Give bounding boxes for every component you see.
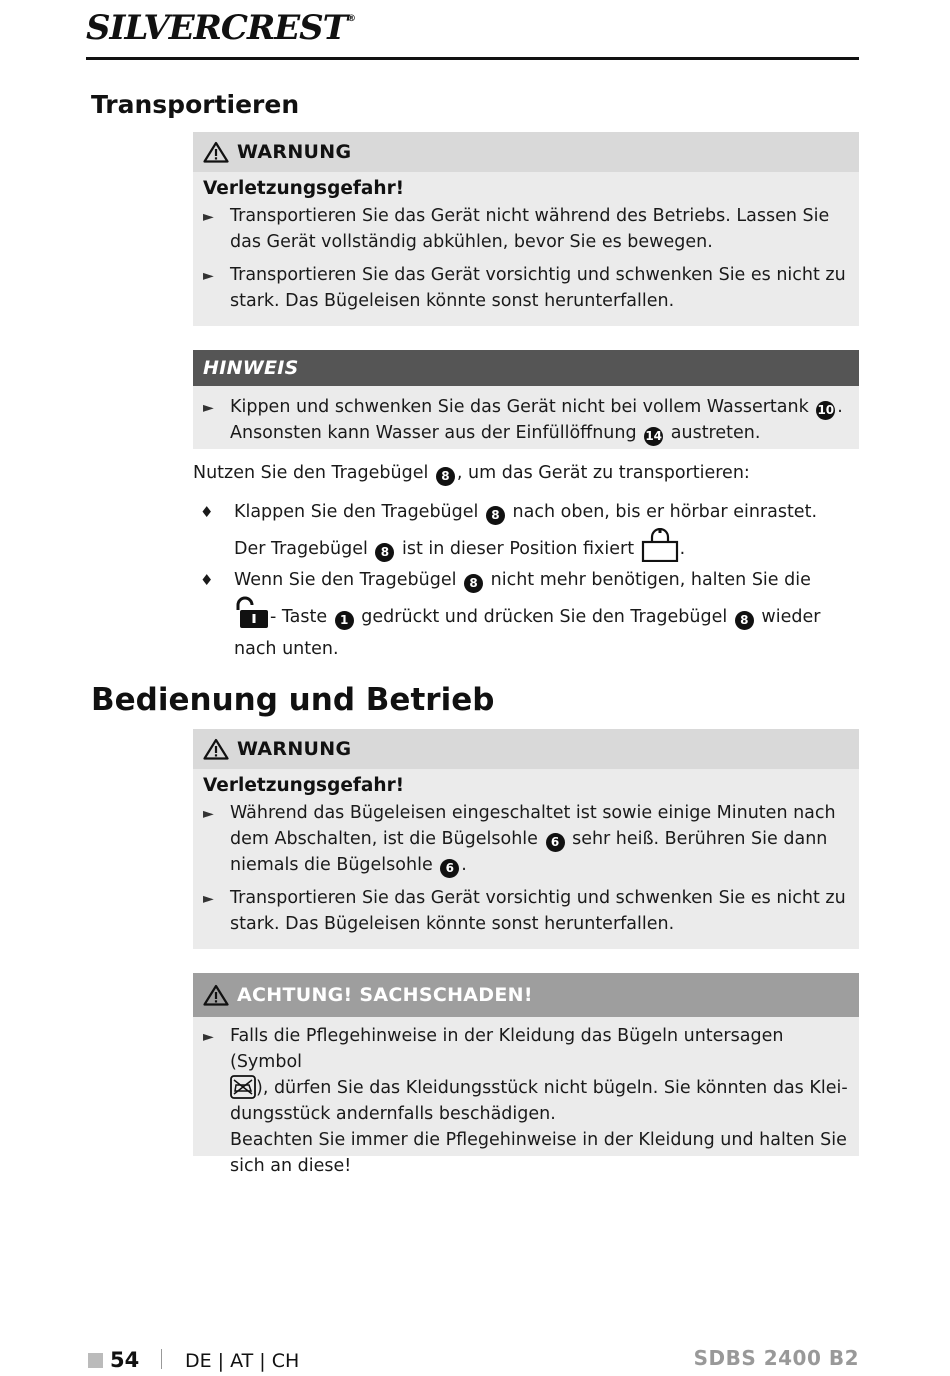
no-ironing-symbol-icon bbox=[230, 1075, 256, 1099]
footer-divider bbox=[161, 1349, 162, 1369]
warning-subtitle: Verletzungsgefahr! bbox=[203, 775, 405, 796]
part-number-badge: 8 bbox=[486, 506, 505, 525]
arrow-bullet-icon: ► bbox=[203, 1029, 214, 1045]
part-number-badge: 8 bbox=[436, 467, 455, 486]
part-number-badge: 10 bbox=[816, 401, 835, 420]
part-number-badge: 6 bbox=[440, 859, 459, 878]
arrow-bullet-icon: ► bbox=[203, 209, 214, 225]
language-codes: DE | AT | CH bbox=[185, 1350, 300, 1372]
part-number-badge: 1 bbox=[335, 611, 354, 630]
arrow-bullet-icon: ► bbox=[203, 400, 214, 416]
damage-box bbox=[193, 973, 859, 1176]
damage-header bbox=[193, 973, 859, 1017]
warning-triangle-icon bbox=[203, 738, 229, 760]
list-item: ► Transportieren Sie das Gerät vorsichtig und schwenken Sie es nicht zu stark. Das Bügeleisen könnte sonst herunterfallen. bbox=[203, 262, 849, 314]
list-item: ► Transportieren Sie das Gerät vorsichtig und schwenken Sie es nicht zu stark. Das Bügeleisen könnte sonst herunterfallen. bbox=[203, 885, 849, 937]
diamond-bullet-icon: ♦ bbox=[200, 503, 214, 521]
part-number-badge: 8 bbox=[375, 543, 394, 562]
arrow-bullet-icon: ► bbox=[203, 268, 214, 284]
list-item: ► Während das Bügeleisen eingeschaltet ist sowie einige Minuten nach dem Abschalten, ist die Bügelsohle 6 sehr heiß. Berühren Sie dann niemals die Bügelsohle 6 . bbox=[203, 800, 849, 878]
model-number: SDBS 2400 B2 bbox=[693, 1346, 859, 1370]
paragraph: Nutzen Sie den Tragebügel 8 , um das Gerät zu transportieren: bbox=[193, 460, 750, 486]
section-title-operation: Bedienung und Betrieb bbox=[91, 682, 495, 718]
unlock-button-icon bbox=[234, 596, 270, 630]
page-footer bbox=[86, 1346, 859, 1376]
step-item: ♦ Klappen Sie den Tragebügel 8 nach oben, bis er hörbar einrastet. Der Tragebügel 8 ist in dieser Position fixiert . bbox=[200, 496, 850, 565]
warning-subtitle: Verletzungsgefahr! bbox=[203, 178, 405, 199]
arrow-bullet-icon: ► bbox=[203, 806, 214, 822]
warning-header bbox=[193, 729, 859, 769]
locked-padlock-icon bbox=[640, 528, 680, 562]
list-item: ► Falls die Pflegehinweise in der Kleidung das Bügeln untersagen (Symbol ), dürfen Sie das Kleidungsstück nicht bügeln. Sie könnten das Kleidungsstück andernfalls beschädigen. Beachten Sie immer die Pflegehinweise in der Kleidung und halten Sie sich an diese! bbox=[203, 1023, 849, 1179]
part-number-badge: 6 bbox=[546, 833, 565, 852]
warning-triangle-icon bbox=[203, 984, 229, 1006]
list-item: ► Transportieren Sie das Gerät nicht während des Betriebs. Lassen Sie das Gerät vollständig abkühlen, bevor Sie es bewegen. bbox=[203, 203, 849, 255]
step-item: ♦ Wenn Sie den Tragebügel 8 nicht mehr benötigen, halten Sie die - Taste 1 gedrückt und drücken Sie den Tragebügel 8 wieder nach unten. bbox=[200, 564, 850, 665]
brand-logo: SILVERCREST® bbox=[86, 8, 355, 48]
section-title-transport: Transportieren bbox=[91, 90, 300, 119]
part-number-badge: 8 bbox=[735, 611, 754, 630]
list-item: ► Kippen und schwenken Sie das Gerät nicht bei vollem Wassertank 10 . Ansonsten kann Wasser aus der Einfüllöffnung 14 austreten. bbox=[203, 394, 849, 446]
part-number-badge: 14 bbox=[644, 427, 663, 446]
damage-label: ACHTUNG! SACHSCHADEN! bbox=[237, 984, 533, 1006]
warning-label: WARNUNG bbox=[237, 738, 352, 760]
hint-box bbox=[193, 350, 859, 449]
warning-triangle-icon bbox=[203, 141, 229, 163]
part-number-badge: 8 bbox=[464, 574, 483, 593]
warning-box-transport bbox=[193, 132, 859, 326]
arrow-bullet-icon: ► bbox=[203, 891, 214, 907]
warning-label: WARNUNG bbox=[237, 141, 352, 163]
hint-header: HINWEIS bbox=[193, 350, 859, 386]
diamond-bullet-icon: ♦ bbox=[200, 571, 214, 589]
footer-square-icon bbox=[88, 1353, 103, 1368]
header-rule bbox=[86, 57, 859, 60]
page-number: 54 bbox=[110, 1348, 140, 1372]
warning-box-operation bbox=[193, 729, 859, 949]
warning-header bbox=[193, 132, 859, 172]
